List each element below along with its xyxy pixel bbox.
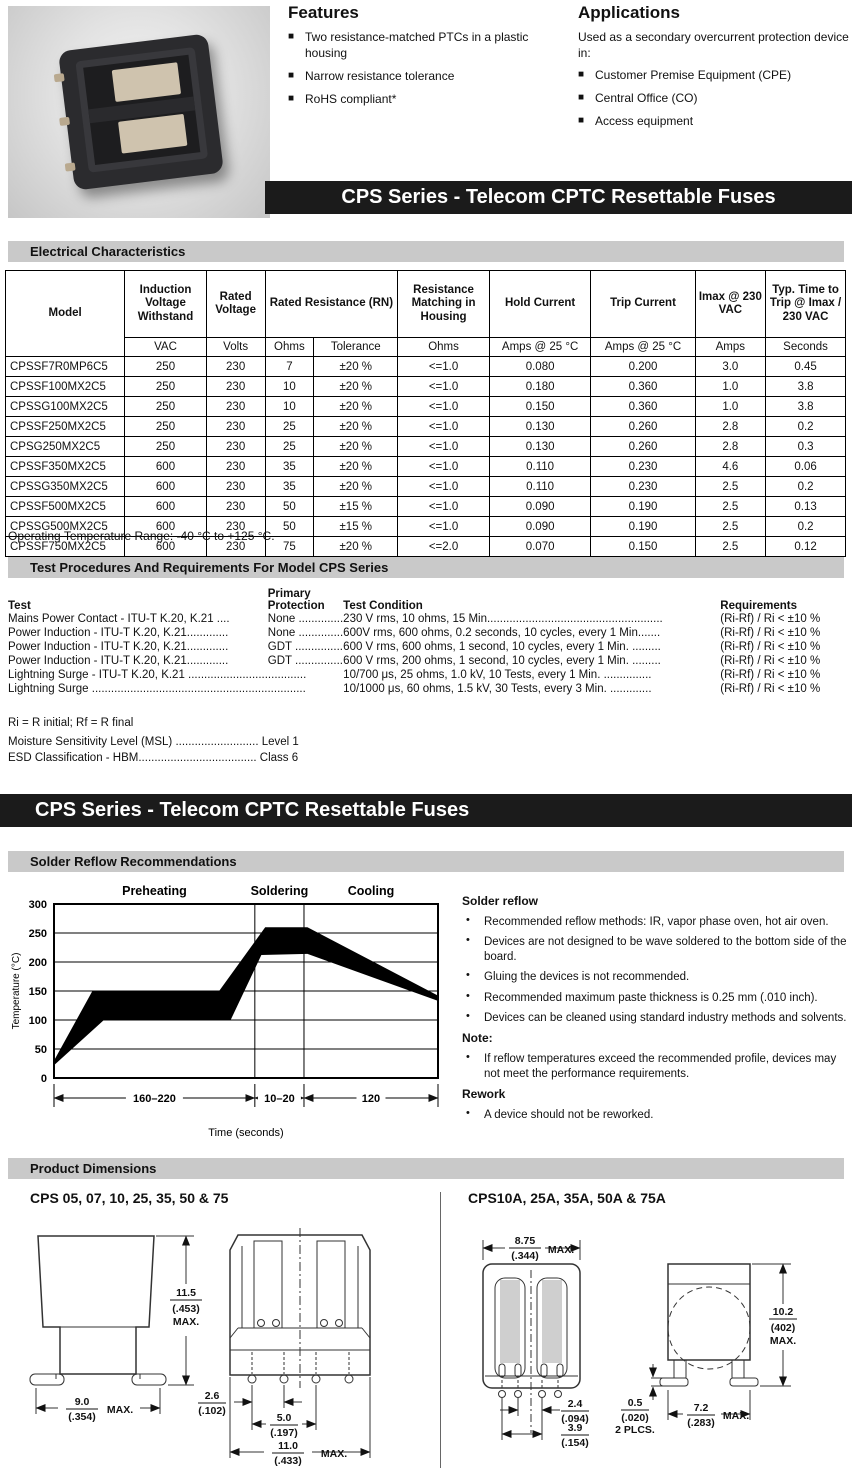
value-cell: 600 (125, 497, 206, 517)
model-cell: CPSSF500MX2C5 (6, 497, 125, 517)
col-header-model: Model (6, 271, 125, 357)
value-cell: 0.150 (489, 397, 591, 417)
value-cell: ±15 % (314, 497, 398, 517)
dimensions-divider (440, 1192, 441, 1468)
test-row (8, 640, 846, 654)
value-cell: 0.3 (766, 437, 846, 457)
esd-label: ESD Classification - HBM..................................... (8, 752, 257, 765)
section-header-solder-reflow (8, 851, 844, 872)
value-cell: 0.2 (766, 477, 846, 497)
condition-col-header: Test Condition (343, 600, 423, 612)
section-title: Solder Reflow Recommendations (30, 854, 237, 869)
requirement-cell: (Ri-Rf) / Ri < ±10 % (720, 683, 821, 695)
value-cell: 0.190 (591, 497, 695, 517)
value-cell: 2.8 (695, 417, 766, 437)
series-banner-title: CPS Series - Telecom CPTC Resettable Fuses (341, 186, 776, 208)
dim-total-width-mm: 11.0 (278, 1440, 298, 1452)
dim-body-width-mm: 7.2 (693, 1402, 709, 1414)
value-cell: 250 (125, 397, 206, 417)
value-cell: 3.8 (766, 377, 846, 397)
value-cell: 0.190 (591, 517, 695, 537)
value-cell: <=2.0 (398, 537, 490, 557)
side-view-outline (38, 1236, 154, 1374)
protection-cell: GDT ............... (267, 655, 343, 667)
value-cell: 230 (206, 497, 265, 517)
model-cell: CPSSF250MX2C5 (6, 417, 125, 437)
series-banner-title: CPS Series - Telecom CPTC Resettable Fuses (35, 799, 470, 821)
applications-heading: Applications (578, 3, 681, 22)
reflow-band (54, 927, 438, 1065)
value-cell: <=1.0 (398, 517, 490, 537)
dim-height-max: MAX. (172, 1316, 200, 1328)
value-cell: 3.8 (766, 397, 846, 417)
zone-label: Preheating (122, 884, 187, 898)
dim-foot-in: (.020) (621, 1412, 649, 1424)
value-cell: 0.200 (591, 357, 695, 377)
value-cell: 230 (206, 437, 265, 457)
test-col-header: Test (8, 600, 31, 612)
value-cell: <=1.0 (398, 397, 490, 417)
test-row (8, 626, 846, 640)
dim-height-in: (.453) (172, 1303, 200, 1315)
value-cell: 600 (125, 537, 206, 557)
value-cell: 0.230 (591, 477, 695, 497)
col-header-induction: Induction Voltage Withstand (125, 271, 206, 338)
value-cell: 0.260 (591, 437, 695, 457)
lead-pin (54, 73, 65, 82)
section-header-test-procedures (8, 557, 844, 578)
value-cell: 0.45 (766, 357, 846, 377)
value-cell: 35 (265, 457, 314, 477)
col-header-matching: Resistance Matching in Housing (398, 271, 490, 338)
elec-table-row (6, 357, 846, 377)
dim-top-width-in: (.344) (511, 1250, 539, 1262)
value-cell: ±20 % (314, 437, 398, 457)
value-cell: 230 (206, 477, 265, 497)
protection-header-line2: Protection (267, 600, 325, 612)
fuse-housing (58, 33, 224, 190)
test-row (8, 612, 846, 626)
dim-width-mm: 9.0 (74, 1396, 90, 1408)
series-banner-top (265, 181, 852, 214)
y-tick-label: 250 (28, 928, 47, 940)
condition-cell: 600 V rms, 200 ohms, 1 second, 10 cycles, every 1 Min. ......... (343, 655, 661, 667)
msl-label: Moisture Sensitivity Level (MSL) .......................... (8, 736, 259, 749)
value-cell: ±20 % (314, 357, 398, 377)
lead-pin (65, 162, 76, 171)
protection-cell: None .............. (267, 613, 344, 625)
ri-rf-note: Ri = R initial; Rf = R final (8, 717, 134, 729)
value-cell: 2.5 (695, 497, 766, 517)
test-procedures-table (8, 588, 846, 696)
test-row (8, 654, 846, 668)
value-cell: 35 (265, 477, 314, 497)
ptc-element (112, 62, 181, 102)
unit-header: Amps @ 25 °C (591, 338, 695, 357)
value-cell: 50 (265, 497, 314, 517)
model-cell: CPSSF7R0MP6C5 (6, 357, 125, 377)
reflow-item: • Recommended reflow methods: IR, vapor phase oven, hot air oven. (462, 915, 850, 929)
rework-list (462, 1108, 850, 1122)
msl-value: Level 1 (261, 736, 299, 749)
value-cell: 0.150 (591, 537, 695, 557)
value-cell: <=1.0 (398, 357, 490, 377)
value-cell: 600 (125, 457, 206, 477)
feature-item: ■ Narrow resistance tolerance (288, 69, 564, 85)
y-axis-label: Temperature (°C) (11, 952, 22, 1030)
value-cell: ±20 % (314, 457, 398, 477)
test-name-cell: Power Induction - ITU-T K.20, K.21............. (8, 627, 229, 639)
col-header-hold: Hold Current (489, 271, 591, 338)
dim-width-in: (.354) (68, 1411, 96, 1423)
value-cell: 250 (125, 417, 206, 437)
msl-note (8, 735, 299, 749)
value-cell: 0.360 (591, 377, 695, 397)
y-tick-label: 300 (28, 899, 47, 911)
value-cell: ±20 % (314, 477, 398, 497)
protection-cell: GDT ............... (267, 641, 343, 653)
model-cell: CPSSG350MX2C5 (6, 477, 125, 497)
feature-item: ■ Two resistance-matched PTCs in a plastic housing (288, 30, 564, 62)
value-cell: 25 (265, 417, 314, 437)
value-cell: 10 (265, 377, 314, 397)
protection-col-header (268, 588, 343, 612)
value-cell: 1.0 (695, 377, 766, 397)
condition-cell: 600V rms, 600 ohms, 0.2 seconds, 10 cycles, every 1 Min....... (343, 627, 661, 639)
value-cell: 0.110 (489, 477, 591, 497)
x-segment-label: 10–20 (264, 1093, 295, 1105)
dimensions-right-title: CPS10A, 25A, 35A, 50A & 75A (468, 1190, 666, 1206)
application-item: ■ Access equipment (578, 114, 850, 130)
dim-pin-span-mm: 5.0 (276, 1412, 292, 1424)
dim-foot-note: 2 PLCS. (615, 1424, 655, 1436)
unit-header: Ohms (398, 338, 490, 357)
features-section (288, 2, 564, 115)
value-cell: 230 (206, 397, 265, 417)
model-cell: CPSSF350MX2C5 (6, 457, 125, 477)
value-cell: 250 (125, 377, 206, 397)
zone-label: Cooling (347, 884, 395, 898)
dimension-drawing-cps-a (455, 1228, 851, 1472)
section-header-electrical (8, 241, 844, 262)
elec-table-row (6, 377, 846, 397)
value-cell: 230 (206, 357, 265, 377)
unit-header: VAC (125, 338, 206, 357)
dim-pin-pitch-mm: 2.4 (567, 1398, 583, 1410)
fuse-component-image (58, 33, 224, 190)
dim-body-width-in: (.283) (687, 1417, 715, 1429)
unit-header: Tolerance (314, 338, 398, 357)
value-cell: 0.080 (489, 357, 591, 377)
dim-top-width-max: MAX. (547, 1244, 575, 1256)
reflow-item: • Gluing the devices is not recommended. (462, 970, 850, 984)
value-cell: 0.2 (766, 517, 846, 537)
value-cell: ±15 % (314, 517, 398, 537)
dim-pin-span-in: (.197) (270, 1427, 298, 1439)
applications-list (578, 68, 850, 129)
value-cell: <=1.0 (398, 377, 490, 397)
value-cell: 230 (206, 377, 265, 397)
value-cell: 600 (125, 477, 206, 497)
dim-height-mm: 10.2 (772, 1306, 794, 1318)
test-name-cell: Power Induction - ITU-T K.20, K.21............. (8, 641, 229, 653)
solder-reflow-profile-chart (6, 880, 458, 1146)
hidden-coil-circle (668, 1287, 750, 1369)
solder-reflow-notes (462, 894, 850, 1128)
unit-header: Seconds (766, 338, 846, 357)
requirement-cell: (Ri-Rf) / Ri < ±10 % (720, 613, 821, 625)
dim-top-width-mm: 8.75 (514, 1235, 536, 1247)
application-item: ■ Customer Premise Equipment (CPE) (578, 68, 850, 84)
dim-pin-offset-in: (.102) (198, 1405, 226, 1417)
unit-header: Ohms (265, 338, 314, 357)
value-cell: 0.230 (591, 457, 695, 477)
value-cell: 2.5 (695, 537, 766, 557)
applications-section (578, 2, 850, 137)
solder-reflow-heading: Solder reflow (462, 894, 539, 908)
value-cell: 1.0 (695, 397, 766, 417)
col-header-rated-resistance: Rated Resistance (RN) (265, 271, 398, 338)
reflow-item: • Recommended maximum paste thickness is 0.25 mm (.010 inch). (462, 991, 850, 1005)
value-cell: 0.12 (766, 537, 846, 557)
features-heading: Features (288, 3, 359, 22)
dim-total-width-in: (.433) (274, 1455, 302, 1467)
reflow-item: • Devices can be cleaned using standard industry methods and solvents. (462, 1011, 850, 1025)
value-cell: 230 (206, 517, 265, 537)
test-row (8, 682, 846, 696)
value-cell: 4.6 (695, 457, 766, 477)
dim-total-width-max: MAX. (320, 1448, 348, 1460)
value-cell: <=1.0 (398, 477, 490, 497)
product-photo (8, 6, 270, 218)
value-cell: 250 (125, 437, 206, 457)
note-heading: Note: (462, 1031, 493, 1046)
value-cell: 0.110 (489, 457, 591, 477)
rework-heading: Rework (462, 1087, 506, 1101)
unit-header: Amps (695, 338, 766, 357)
requirement-cell: (Ri-Rf) / Ri < ±10 % (720, 627, 821, 639)
col-header-imax: Imax @ 230 VAC (695, 271, 766, 338)
value-cell: 0.180 (489, 377, 591, 397)
condition-cell: 230 V rms, 10 ohms, 15 Min....................................................... (343, 613, 663, 625)
y-tick-label: 150 (28, 986, 47, 998)
value-cell: 2.5 (695, 517, 766, 537)
y-tick-label: 0 (40, 1073, 47, 1085)
value-cell: 600 (125, 517, 206, 537)
ptc-element (118, 114, 187, 154)
value-cell: 250 (125, 357, 206, 377)
elec-table-row (6, 397, 846, 417)
value-cell: ±20 % (314, 537, 398, 557)
value-cell: 75 (265, 537, 314, 557)
solder-reflow-list (462, 915, 850, 1025)
test-name-cell: Power Induction - ITU-T K.20, K.21............. (8, 655, 229, 667)
application-item: ■ Central Office (CO) (578, 91, 850, 107)
value-cell: <=1.0 (398, 497, 490, 517)
col-header-typ-time: Typ. Time to Trip @ Imax / 230 VAC (766, 271, 846, 338)
esd-value: Class 6 (259, 752, 299, 765)
value-cell: 0.090 (489, 497, 591, 517)
model-cell: CPSSG500MX2C5 (6, 517, 125, 537)
dim-height-mm: 11.5 (176, 1287, 196, 1299)
dim-body-width-max: MAX. (722, 1410, 750, 1422)
model-cell: CPSSG100MX2C5 (6, 397, 125, 417)
section-title: Test Procedures And Requirements For Model CPS Series (30, 560, 389, 575)
test-row (8, 668, 846, 682)
test-name-cell: Mains Power Contact - ITU-T K.20, K.21 .... (8, 613, 230, 625)
elec-table-row (6, 457, 846, 477)
col-header-rated-voltage: Rated Voltage (206, 271, 265, 338)
note-item: • If reflow temperatures exceed the recommended profile, devices may not meet the performance requirements. (462, 1052, 850, 1081)
value-cell: 0.06 (766, 457, 846, 477)
dim-pin-span-mm: 3.9 (567, 1422, 583, 1434)
value-cell: 230 (206, 457, 265, 477)
note-list (462, 1052, 850, 1081)
value-cell: ±20 % (314, 377, 398, 397)
value-cell: 2.5 (695, 477, 766, 497)
unit-header: Volts (206, 338, 265, 357)
applications-intro: Used as a secondary overcurrent protection device in: (578, 30, 849, 61)
requirement-cell: (Ri-Rf) / Ri < ±10 % (720, 641, 821, 653)
test-name-cell: Lightning Surge ................................................................... (8, 683, 306, 695)
esd-note (8, 751, 299, 765)
zone-label: Soldering (250, 884, 309, 898)
operating-temperature-note: Operating Temperature Range: -40 °C to +125 °C. (8, 529, 275, 543)
section-title: Electrical Characteristics (30, 244, 186, 259)
fuse-frame (75, 47, 208, 173)
value-cell: 0.130 (489, 417, 591, 437)
value-cell: 0.360 (591, 397, 695, 417)
condition-cell: 600 V rms, 600 ohms, 1 second, 10 cycles, every 1 Min. ......... (343, 641, 661, 653)
dim-pin-pitch-in: (.094) (561, 1413, 589, 1425)
model-cell: CPSSF100MX2C5 (6, 377, 125, 397)
value-cell: 0.260 (591, 417, 695, 437)
x-axis-label: Time (seconds) (208, 1127, 284, 1139)
elec-table-row (6, 437, 846, 457)
value-cell: ±20 % (314, 417, 398, 437)
lead-pin (59, 117, 70, 126)
series-banner-mid (0, 794, 852, 827)
value-cell: ±20 % (314, 397, 398, 417)
value-cell: 230 (206, 537, 265, 557)
condition-cell: 10/1000 μs, 60 ohms, 1.5 kV, 30 Tests, every 3 Min. ............. (343, 683, 652, 695)
dim-foot-mm: 0.5 (627, 1397, 643, 1409)
requirements-col-header: Requirements (720, 600, 797, 612)
model-cell: CPSG250MX2C5 (6, 437, 125, 457)
value-cell: 7 (265, 357, 314, 377)
test-notes (8, 716, 299, 767)
value-cell: 0.090 (489, 517, 591, 537)
dimension-drawing-cps (20, 1228, 430, 1472)
value-cell: 0.2 (766, 417, 846, 437)
side-view-outline (668, 1264, 750, 1360)
section-header-product-dimensions (8, 1158, 844, 1179)
col-header-trip: Trip Current (591, 271, 695, 338)
elec-table-row (6, 417, 846, 437)
dim-pin-offset-mm: 2.6 (204, 1390, 220, 1402)
elec-table-row (6, 497, 846, 517)
dim-pin-span-in: (.154) (561, 1437, 589, 1449)
elec-table-row (6, 477, 846, 497)
unit-header: Amps @ 25 °C (489, 338, 591, 357)
dim-width-max: MAX. (106, 1404, 134, 1416)
electrical-characteristics-table (5, 270, 846, 557)
value-cell: 10 (265, 397, 314, 417)
dim-height-max: MAX. (769, 1335, 797, 1347)
protection-cell: None .............. (267, 627, 344, 639)
feature-item: ■ RoHS compliant* (288, 92, 564, 108)
value-cell: 3.0 (695, 357, 766, 377)
requirement-cell: (Ri-Rf) / Ri < ±10 % (720, 669, 821, 681)
value-cell: <=1.0 (398, 417, 490, 437)
x-segment-label: 120 (361, 1093, 381, 1105)
rework-item: • A device should not be reworked. (462, 1108, 850, 1122)
value-cell: 0.13 (766, 497, 846, 517)
protection-header-line1: Primary (267, 588, 311, 600)
y-tick-label: 200 (28, 957, 47, 969)
x-segment-label: 160–220 (133, 1093, 176, 1105)
value-cell: 230 (206, 417, 265, 437)
dimensions-left-title: CPS 05, 07, 10, 25, 35, 50 & 75 (30, 1190, 229, 1206)
condition-cell: 10/700 μs, 25 ohms, 1.0 kV, 10 Tests, every 1 Min. ............... (343, 669, 652, 681)
test-name-cell: Lightning Surge - ITU-T K.20, K.21 ..................................... (8, 669, 307, 681)
value-cell: 25 (265, 437, 314, 457)
model-cell: CPSSF750MX2C5 (6, 537, 125, 557)
value-cell: <=1.0 (398, 457, 490, 477)
value-cell: 0.070 (489, 537, 591, 557)
requirement-cell: (Ri-Rf) / Ri < ±10 % (720, 655, 821, 667)
y-tick-label: 50 (34, 1044, 47, 1056)
features-list (288, 30, 564, 107)
value-cell: <=1.0 (398, 437, 490, 457)
section-title: Product Dimensions (30, 1161, 157, 1176)
value-cell: 2.8 (695, 437, 766, 457)
value-cell: 50 (265, 517, 314, 537)
value-cell: 0.130 (489, 437, 591, 457)
reflow-item: • Devices are not designed to be wave soldered to the bottom side of the board. (462, 935, 850, 964)
dim-height-in: (402) (770, 1322, 796, 1334)
y-tick-label: 100 (28, 1015, 47, 1027)
